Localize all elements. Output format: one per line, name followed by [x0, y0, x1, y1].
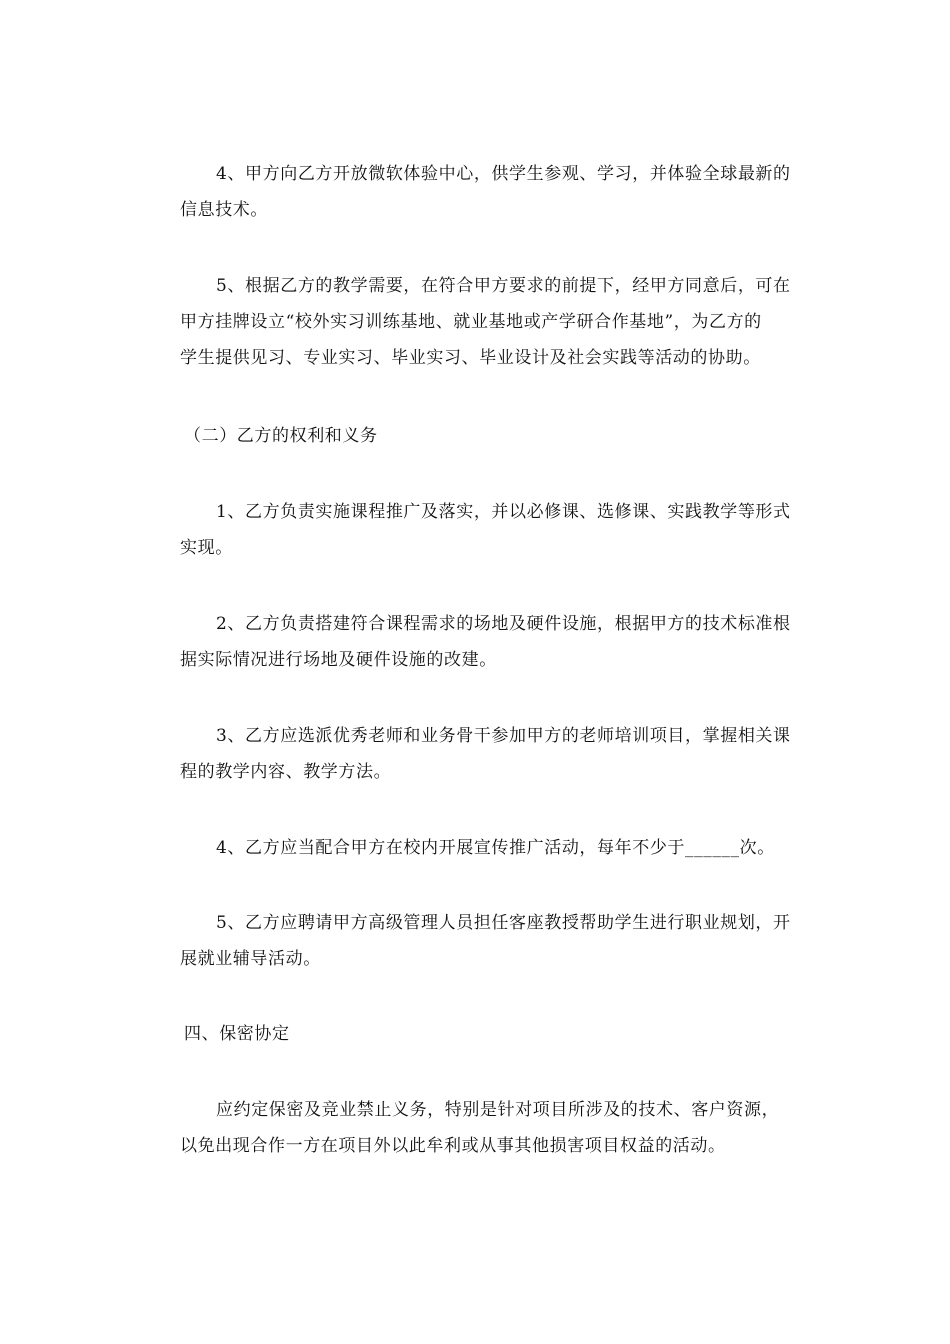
paragraph-party-b-item-2	[144, 606, 808, 678]
section-heading-confidentiality: 四、保密协定	[184, 1024, 290, 1044]
paragraph-party-b-item-3	[144, 718, 808, 790]
text-line: 应约定保密及竞业禁止义务，特别是针对项目所涉及的技术、客户资源，	[216, 1100, 780, 1120]
text-line: 4、甲方向乙方开放微软体验中心，供学生参观、学习，并体验全球最新的	[216, 164, 791, 184]
text-line: 1、乙方负责实施课程推广及落实，并以必修课、选修课、实践教学等形式	[216, 502, 791, 522]
text-line: 2、乙方负责搭建符合课程需求的场地及硬件设施，根据甲方的技术标准根	[216, 614, 791, 634]
paragraph-party-a-item-5	[144, 268, 808, 376]
paragraph-party-b-item-1	[144, 494, 808, 566]
text-line: 甲方挂牌设立“校外实习训练基地、就业基地或产学研合作基地”，为乙方的	[180, 312, 762, 332]
text-line: 以免出现合作一方在项目外以此牟利或从事其他损害项目权益的活动。	[180, 1136, 726, 1156]
text-line: 据实际情况进行场地及硬件设施的改建。	[180, 650, 497, 670]
text-line: 5、乙方应聘请甲方高级管理人员担任客座教授帮助学生进行职业规划，开	[216, 913, 791, 933]
text-line: 4、乙方应当配合甲方在校内开展宣传推广活动，每年不少于______次。	[216, 838, 775, 858]
text-line: 5、根据乙方的教学需要，在符合甲方要求的前提下，经甲方同意后，可在	[216, 276, 791, 296]
paragraph-party-b-item-5	[144, 905, 808, 977]
paragraph-confidentiality	[144, 1092, 808, 1164]
text-line: 学生提供见习、专业实习、毕业实习、毕业设计及社会实践等活动的协助。	[180, 348, 761, 368]
section-heading-party-b: （二）乙方的权利和义务	[184, 426, 378, 446]
text-line: 实现。	[180, 538, 233, 558]
text-line: 3、乙方应选派优秀老师和业务骨干参加甲方的老师培训项目，掌握相关课	[216, 726, 791, 746]
paragraph-party-a-item-4	[144, 156, 808, 228]
text-line: 展就业辅导活动。	[180, 949, 321, 969]
text-line: 信息技术。	[180, 200, 268, 220]
paragraph-party-b-item-4	[144, 830, 808, 866]
text-line: 程的教学内容、教学方法。	[180, 762, 392, 782]
